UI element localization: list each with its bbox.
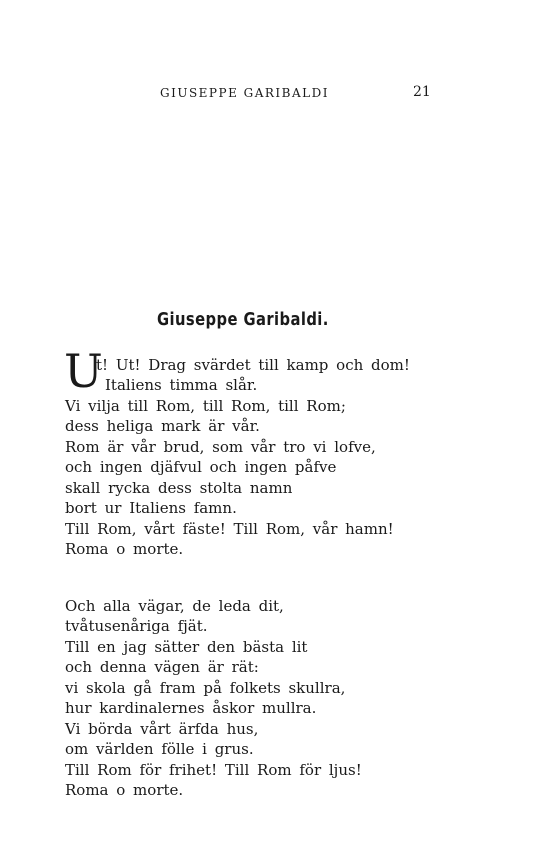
poem-line: Och alla vägar, de leda dit, xyxy=(65,597,284,615)
poem-line: Rom är vår brud, som vår tro vi lofve, xyxy=(65,438,376,456)
poem-line: Roma o morte. xyxy=(65,540,184,558)
poem-line: hur kardinalernes åskor mullra. xyxy=(65,699,317,717)
poem-title: Giuseppe Garibaldi. xyxy=(157,309,329,330)
poem-line: Roma o morte. xyxy=(65,781,184,799)
poem-line: dess heliga mark är vår. xyxy=(65,417,260,435)
page-number: 21 xyxy=(413,84,431,100)
poem-line: Till Rom, vårt fäste! Till Rom, vår hamn! xyxy=(65,520,394,538)
poem-line: vi skola gå fram på folkets skullra, xyxy=(65,679,346,697)
poem-line: Till en jag sätter den bästa lit xyxy=(65,638,308,656)
running-head: GIUSEPPE GARIBALDI xyxy=(160,86,329,100)
poem-line: t! Ut! Drag svärdet till kamp och dom! xyxy=(96,356,410,374)
poem-line: Italiens timma slår. xyxy=(105,376,258,394)
poem-line: och ingen djäfvul och ingen påfve xyxy=(65,458,337,476)
poem-line: skall rycka dess stolta namn xyxy=(65,479,293,497)
poem-line: och denna vägen är rät: xyxy=(65,658,259,676)
poem-line: Till Rom för frihet! Till Rom för ljus! xyxy=(65,761,362,779)
poem-line: Vi vilja till Rom, till Rom, till Rom; xyxy=(65,397,346,415)
poem-line: tvåtusenåriga fjät. xyxy=(65,617,208,635)
poem-line: bort ur Italiens famn. xyxy=(65,499,237,517)
drop-cap: U xyxy=(64,344,103,398)
poem-line: om världen fölle i grus. xyxy=(65,740,254,758)
poem-line: Vi börda vårt ärfda hus, xyxy=(65,720,259,738)
